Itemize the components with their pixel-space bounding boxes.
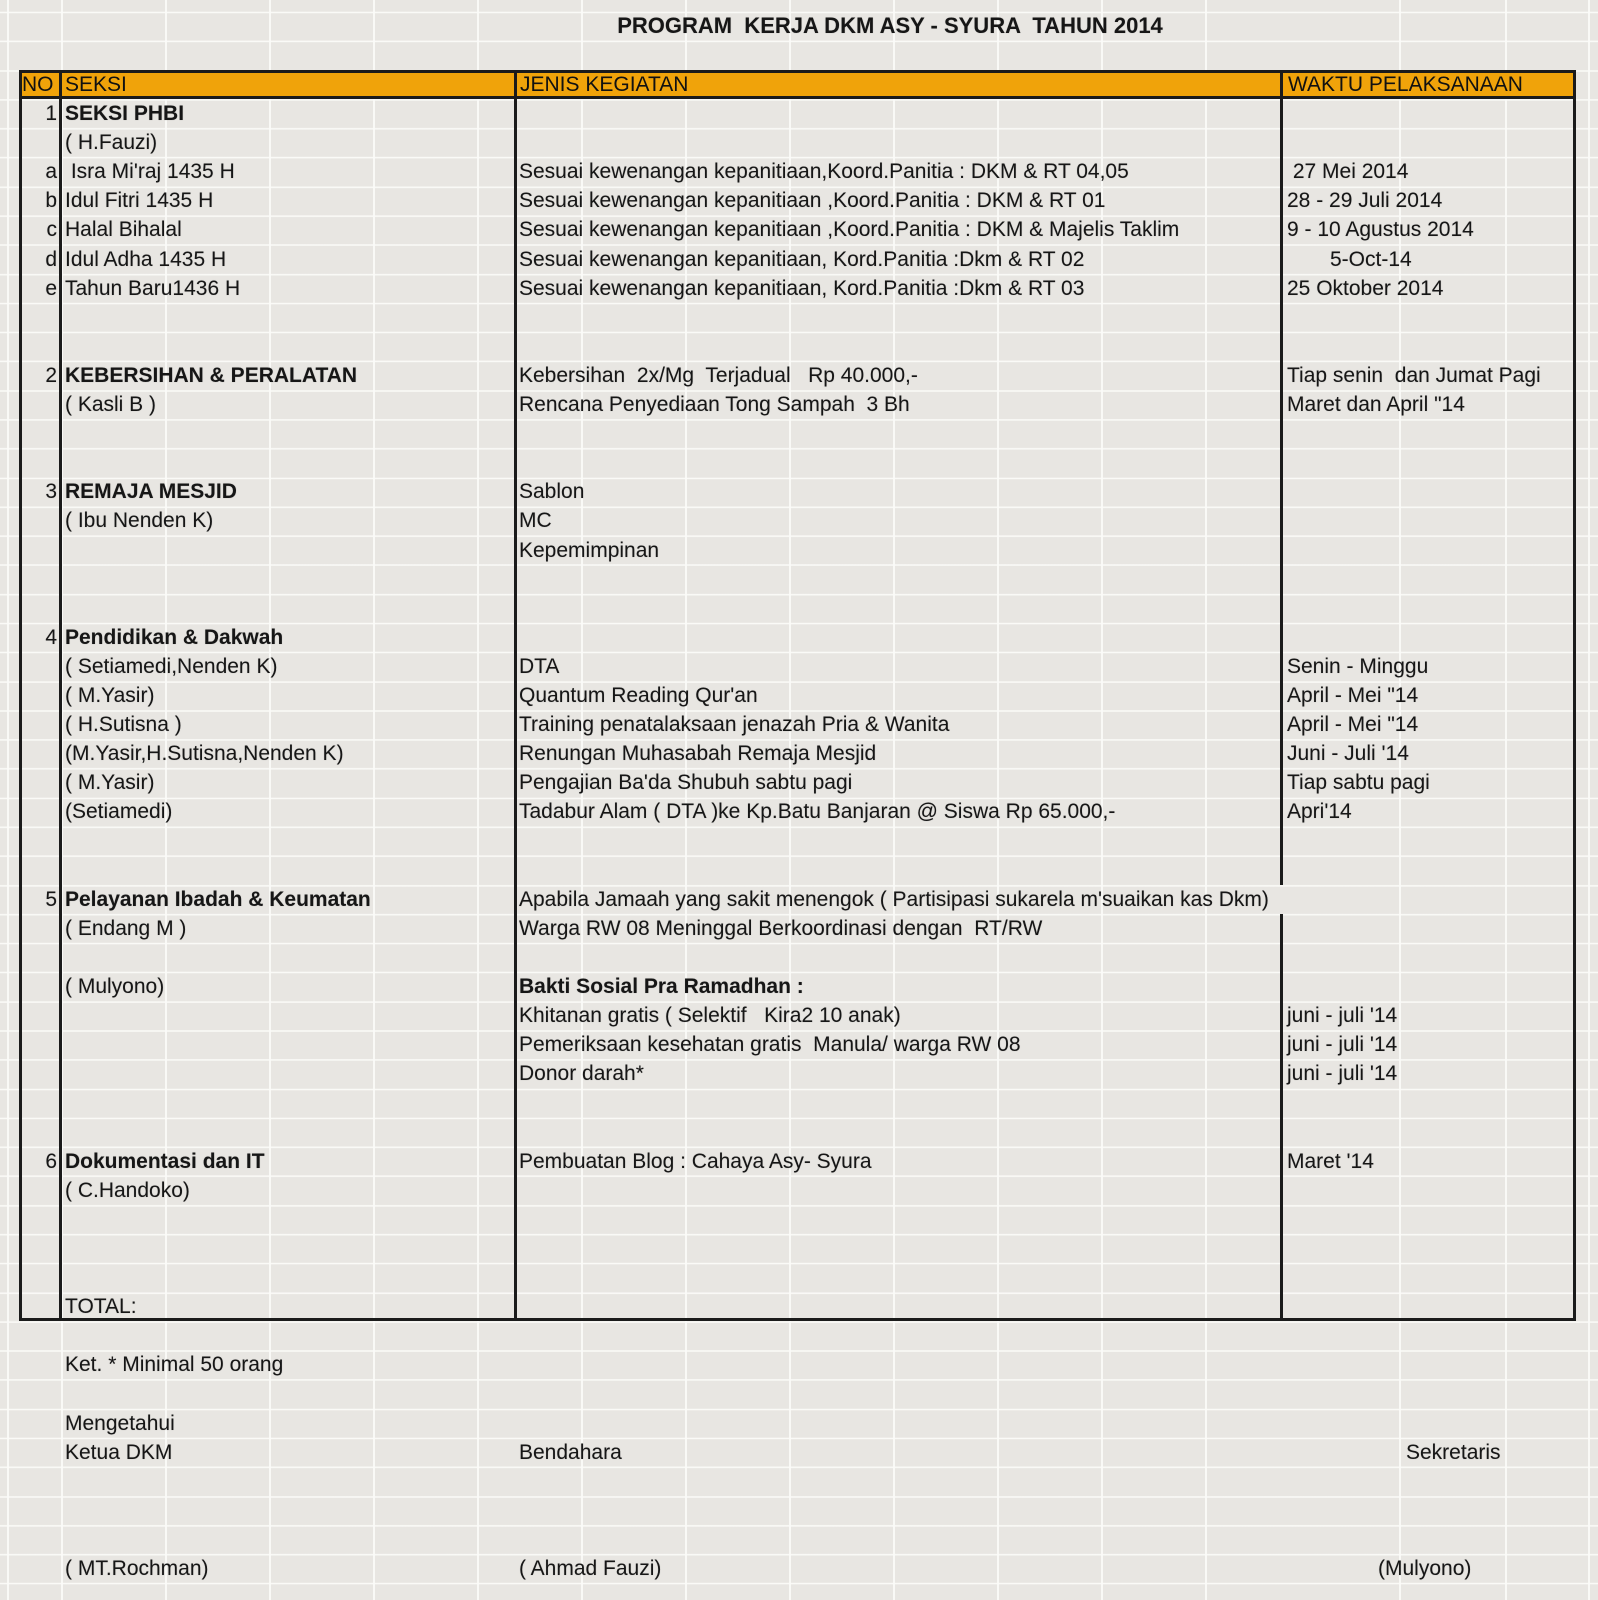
cell-r37-seksi[interactable]: ( C.Handoko) [65, 1178, 190, 1202]
cell-r2-no[interactable]: a [45, 160, 57, 184]
cell-r10-waktu[interactable]: Maret dan April "14 [1287, 393, 1465, 416]
table-border-line [19, 1318, 1576, 1321]
cell-r28-seksi[interactable]: ( Endang M ) [65, 916, 187, 940]
cell-r9-waktu[interactable]: Tiap senin dan Jumat Pagi [1287, 363, 1541, 387]
cell-r15-keg[interactable]: Kepemimpinan [519, 538, 660, 562]
grid-line-vertical [1505, 0, 1507, 1600]
cell-r50-keg[interactable]: ( Ahmad Fauzi) [519, 1557, 662, 1580]
cell-r46-sig_a[interactable]: Sekretaris [1406, 1440, 1501, 1464]
cell-r31-waktu[interactable]: juni - juli '14 [1287, 1004, 1398, 1028]
column-header-seksi[interactable]: SEKSI [65, 73, 127, 96]
cell-r24-waktu[interactable]: Apri'14 [1287, 800, 1352, 824]
cell-r4-seksi[interactable]: Halal Bihalal [65, 218, 182, 242]
cell-r0-no[interactable]: 1 [45, 102, 57, 125]
cell-r36-waktu[interactable]: Maret '14 [1287, 1149, 1374, 1173]
cell-r43-seksi[interactable]: Ket. * Minimal 50 orang [65, 1353, 284, 1377]
cell-r33-waktu[interactable]: juni - juli '14 [1287, 1062, 1398, 1086]
cell-r9-seksi[interactable]: KEBERSIHAN & PERALATAN [65, 363, 358, 387]
cell-r30-seksi[interactable]: ( Mulyono) [65, 975, 165, 998]
cell-r2-keg[interactable]: Sesuai kewenangan kepanitiaan,Koord.Panitia : DKM & RT 04,05 [519, 160, 1129, 184]
cell-r2-waktu[interactable]: 27 Mei 2014 [1287, 160, 1409, 184]
cell-r41-seksi[interactable]: TOTAL: [65, 1295, 137, 1319]
cell-r36-no[interactable]: 6 [45, 1149, 57, 1173]
cell-r6-waktu[interactable]: 25 Oktober 2014 [1287, 276, 1444, 300]
cell-r24-seksi[interactable]: (Setiamedi) [65, 800, 173, 824]
cell-r3-seksi[interactable]: Idul Fitri 1435 H [65, 189, 214, 213]
cell-r32-keg[interactable]: Pemeriksaan kesehatan gratis Manula/ warga RW 08 [519, 1033, 1021, 1057]
cell-r21-keg[interactable]: Training penatalaksaan jenazah Pria & Wanita [519, 713, 950, 737]
cell-r14-seksi[interactable]: ( Ibu Nenden K) [65, 509, 214, 533]
cell-r50-sig_b[interactable]: (Mulyono) [1378, 1557, 1472, 1580]
grid-line-vertical [373, 0, 375, 1600]
cell-r23-waktu[interactable]: Tiap sabtu pagi [1287, 771, 1430, 795]
cell-r22-seksi[interactable]: (M.Yasir,H.Sutisna,Nenden K) [65, 742, 344, 766]
cell-r50-seksi[interactable]: ( MT.Rochman) [65, 1557, 209, 1580]
cell-r46-keg[interactable]: Bendahara [519, 1440, 622, 1464]
cell-r18-no[interactable]: 4 [45, 625, 57, 649]
cell-r4-no[interactable]: c [46, 218, 57, 242]
cell-r21-waktu[interactable]: April - Mei "14 [1287, 713, 1419, 737]
cell-r33-keg[interactable]: Donor darah* [519, 1062, 644, 1086]
table-border-line [1280, 914, 1283, 1321]
cell-r9-no[interactable]: 2 [45, 363, 57, 387]
cell-r36-seksi[interactable]: Dokumentasi dan IT [65, 1149, 265, 1173]
column-header-jenis-kegiatan[interactable]: JENIS KEGIATAN [520, 73, 689, 96]
cell-r1-seksi[interactable]: ( H.Fauzi) [65, 131, 158, 155]
cell-r23-seksi[interactable]: ( M.Yasir) [65, 771, 155, 795]
cell-r14-keg[interactable]: MC [519, 509, 552, 533]
column-header-no[interactable]: NO [22, 73, 54, 96]
cell-r5-keg[interactable]: Sesuai kewenangan kepanitiaan, Kord.Panitia :Dkm & RT 02 [519, 247, 1085, 271]
cell-r3-keg[interactable]: Sesuai kewenangan kepanitiaan ,Koord.Panitia : DKM & RT 01 [519, 189, 1106, 213]
cell-r32-waktu[interactable]: juni - juli '14 [1287, 1033, 1398, 1057]
table-border-line [59, 70, 62, 1321]
cell-r6-keg[interactable]: Sesuai kewenangan kepanitiaan, Kord.Panitia :Dkm & RT 03 [519, 276, 1085, 300]
table-border-line [514, 70, 517, 1321]
cell-r5-waktu_c[interactable]: 5-Oct-14 [1330, 247, 1412, 271]
cell-r27-seksi[interactable]: Pelayanan Ibadah & Keumatan [65, 887, 371, 911]
cell-r19-keg[interactable]: DTA [519, 654, 560, 678]
cell-r20-waktu[interactable]: April - Mei "14 [1287, 684, 1419, 707]
cell-r13-seksi[interactable]: REMAJA MESJID [65, 480, 237, 504]
grid-line-vertical [1588, 0, 1590, 1600]
cell-r21-seksi[interactable]: ( H.Sutisna ) [65, 713, 182, 737]
cell-r3-waktu[interactable]: 28 - 29 Juli 2014 [1287, 189, 1443, 213]
table-border-line [1573, 70, 1576, 1321]
cell-r10-keg[interactable]: Rencana Penyediaan Tong Sampah 3 Bh [519, 393, 910, 416]
cell-r45-seksi[interactable]: Mengetahui [65, 1411, 175, 1435]
cell-r10-seksi[interactable]: ( Kasli B ) [65, 393, 157, 416]
cell-r13-no[interactable]: 3 [45, 480, 57, 504]
grid-line-vertical [1205, 0, 1207, 1600]
sheet-title[interactable]: PROGRAM KERJA DKM ASY - SYURA TAHUN 2014 [617, 13, 1163, 38]
cell-r31-keg[interactable]: Khitanan gratis ( Selektif Kira2 10 anak) [519, 1004, 901, 1028]
table-border-line [1280, 70, 1283, 885]
cell-r28-keg[interactable]: Warga RW 08 Meninggal Berkoordinasi dengan RT/RW [519, 916, 1043, 940]
cell-r23-keg[interactable]: Pengajian Ba'da Shubuh sabtu pagi [519, 771, 853, 795]
cell-r36-keg[interactable]: Pembuatan Blog : Cahaya Asy- Syura [519, 1149, 872, 1173]
cell-r4-keg[interactable]: Sesuai kewenangan kepanitiaan ,Koord.Panitia : DKM & Majelis Taklim [519, 218, 1180, 242]
cell-r22-waktu[interactable]: Juni - Juli '14 [1287, 742, 1409, 766]
cell-r4-waktu[interactable]: 9 - 10 Agustus 2014 [1287, 218, 1474, 242]
cell-r27-no[interactable]: 5 [45, 887, 57, 911]
cell-r18-seksi[interactable]: Pendidikan & Dakwah [65, 625, 284, 649]
cell-r3-no[interactable]: b [45, 189, 57, 213]
cell-r19-seksi[interactable]: ( Setiamedi,Nenden K) [65, 654, 278, 678]
cell-r24-keg[interactable]: Tadabur Alam ( DTA )ke Kp.Batu Banjaran @ Siswa Rp 65.000,- [519, 800, 1116, 824]
grid-line-vertical [477, 0, 479, 1600]
column-header-waktu-pelaksanaan[interactable]: WAKTU PELAKSANAAN [1288, 73, 1523, 96]
cell-r20-keg[interactable]: Quantum Reading Qur'an [519, 684, 758, 707]
cell-r46-seksi[interactable]: Ketua DKM [65, 1440, 173, 1464]
cell-r19-waktu[interactable]: Senin - Minggu [1287, 654, 1429, 678]
cell-r0-seksi[interactable]: SEKSI PHBI [65, 102, 185, 125]
cell-r2-seksi[interactable]: Isra Mi'raj 1435 H [65, 160, 235, 184]
cell-r5-no[interactable]: d [45, 247, 57, 271]
cell-r30-keg[interactable]: Bakti Sosial Pra Ramadhan : [519, 975, 804, 998]
cell-r20-seksi[interactable]: ( M.Yasir) [65, 684, 155, 707]
grid-line-vertical [7, 0, 9, 1600]
cell-r6-seksi[interactable]: Tahun Baru1436 H [65, 276, 241, 300]
cell-r9-keg[interactable]: Kebersihan 2x/Mg Terjadual Rp 40.000,- [519, 363, 918, 387]
cell-r27-keg[interactable]: Apabila Jamaah yang sakit menengok ( Partisipasi sukarela m'suaikan kas Dkm) [519, 887, 1269, 911]
cell-r5-seksi[interactable]: Idul Adha 1435 H [65, 247, 227, 271]
cell-r13-keg[interactable]: Sablon [519, 480, 585, 504]
cell-r22-keg[interactable]: Renungan Muhasabah Remaja Mesjid [519, 742, 877, 766]
cell-r6-no[interactable]: e [45, 276, 57, 300]
